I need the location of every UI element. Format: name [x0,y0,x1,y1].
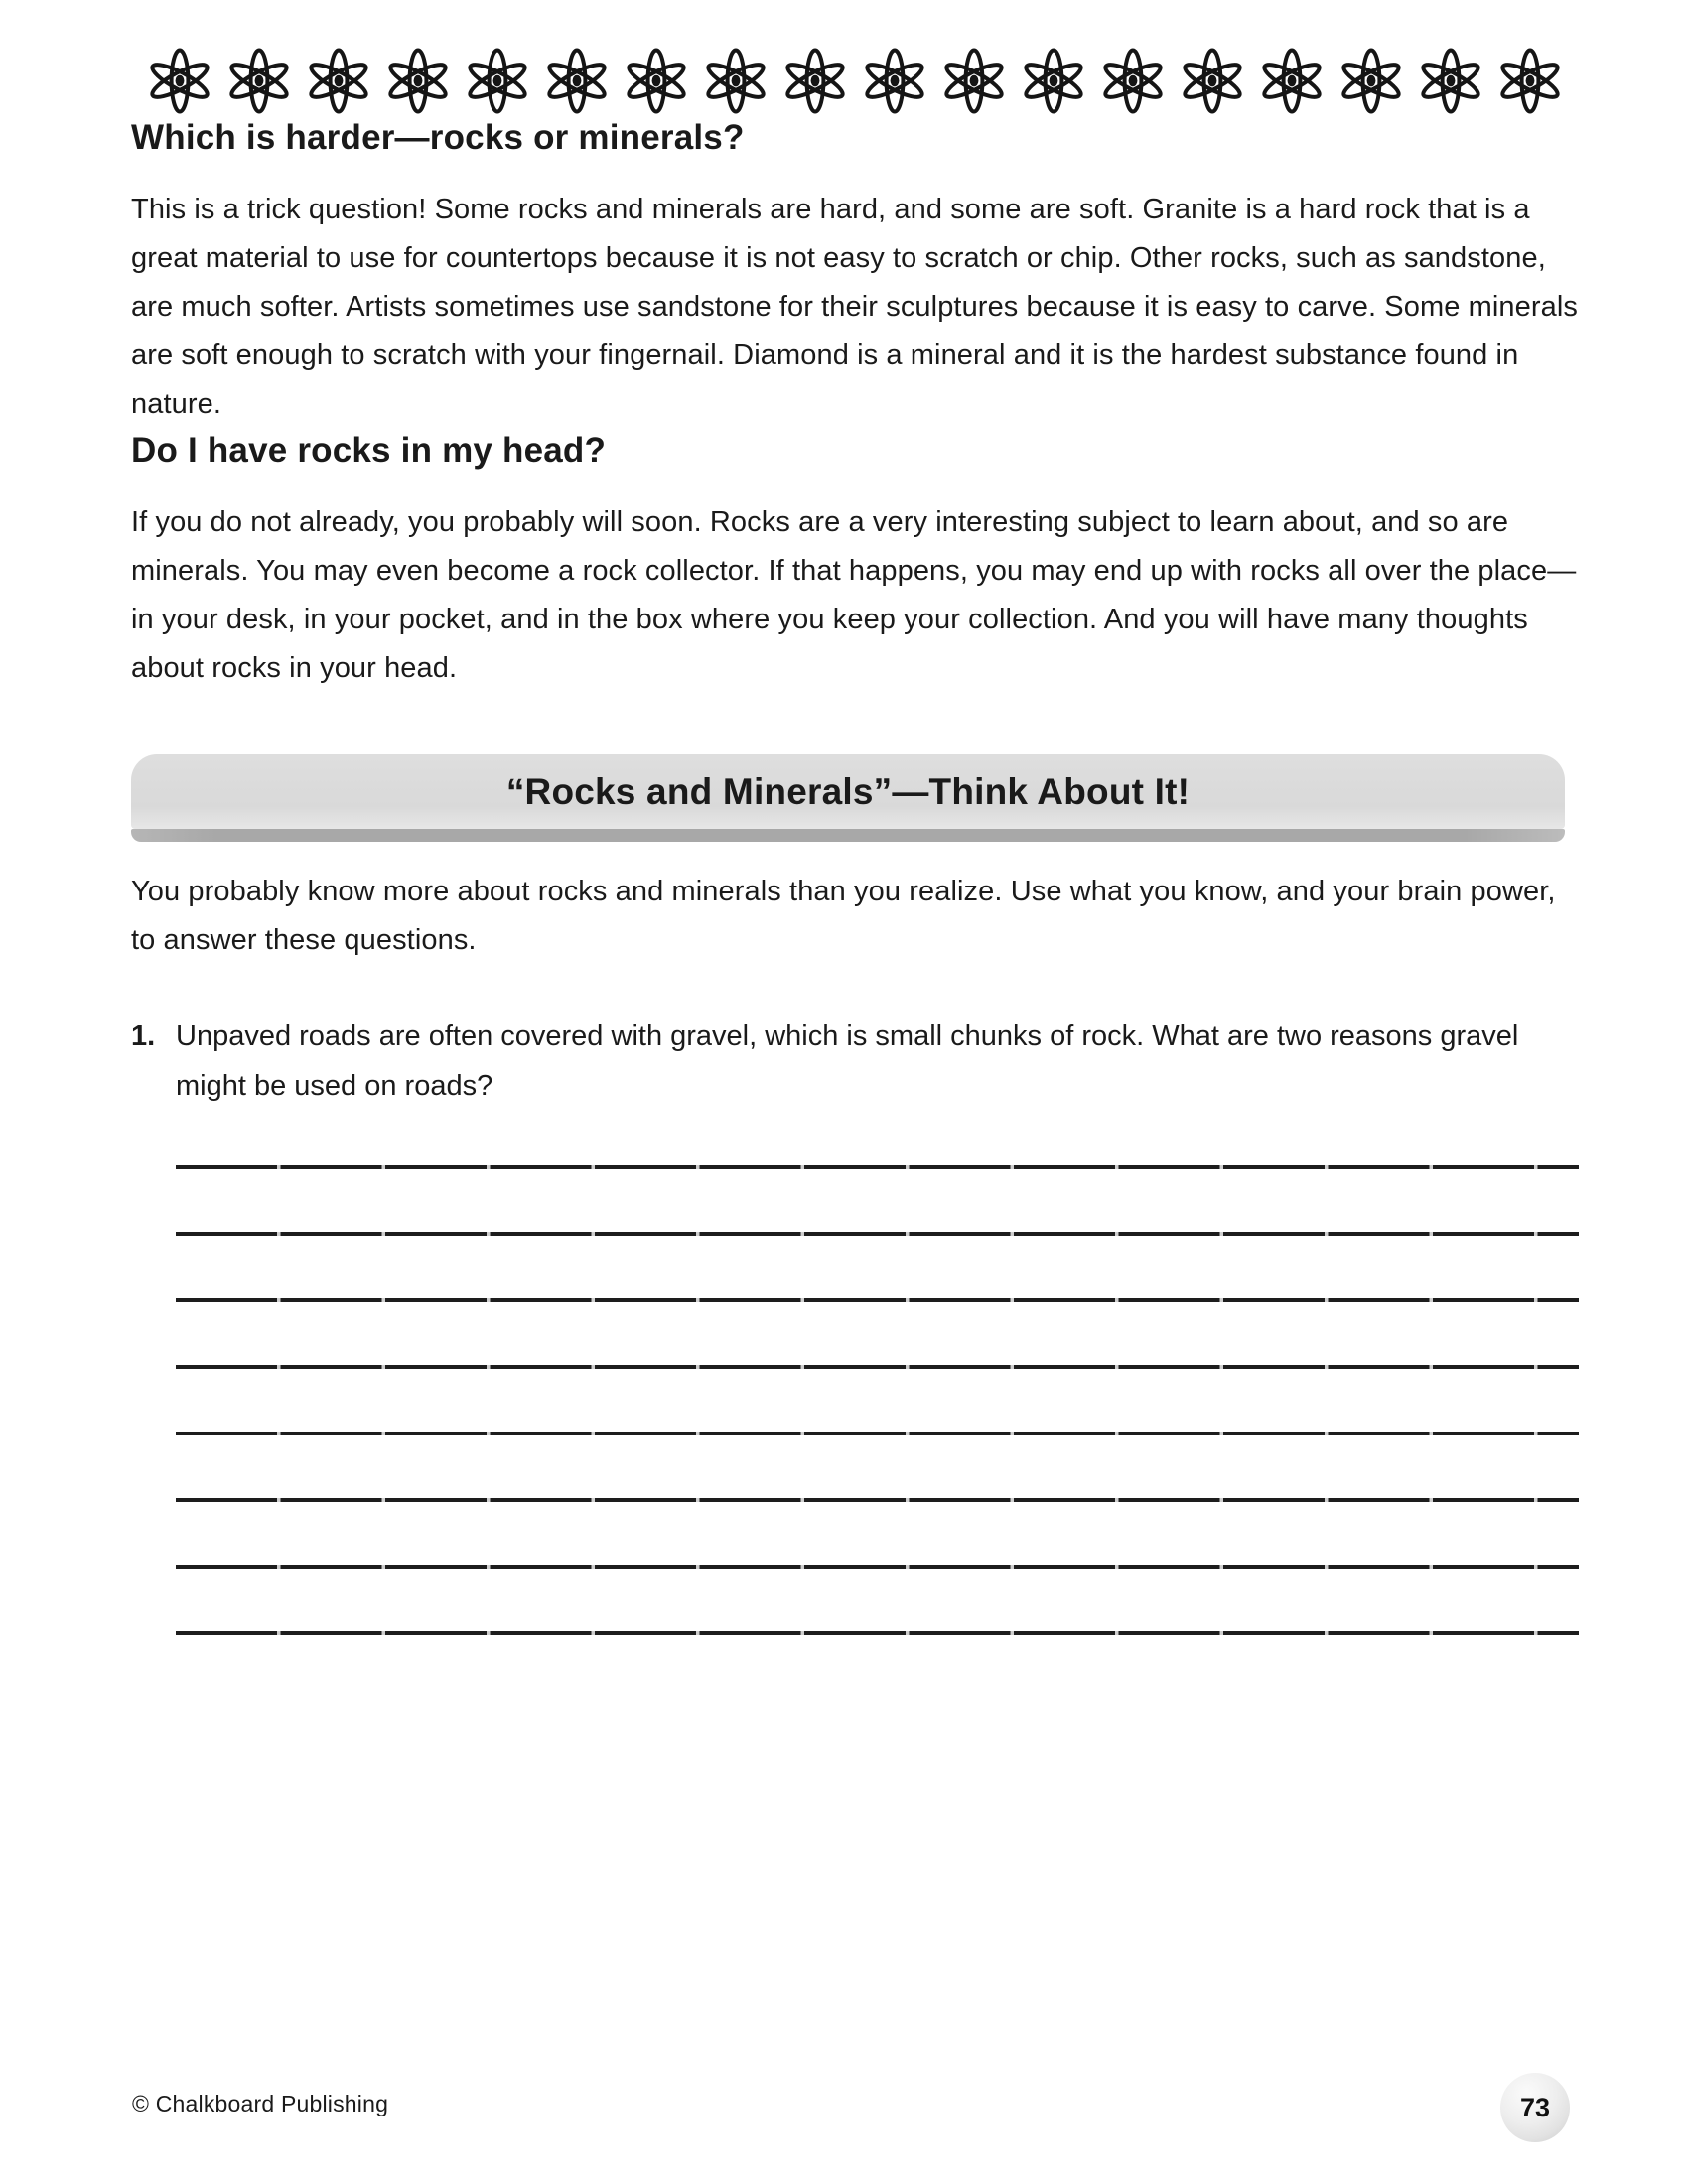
answer-blank-line [176,1565,1579,1569]
banner-shadow-bar [131,829,1565,842]
section-body-hardness: This is a trick question! Some rocks and minerals are hard, and some are soft. Granite is a hard rock that is a great material to use for countertops because it is not easy to scratch or chip. Other rocks, such as sandstone, are much softer. Artists sometimes use sandstone for their sculptures because it is easy to carve. Some minerals are soft enough to scratch with your fingernail. Diamond is a mineral and it is the hardest substance found in nature. [131,194,1578,420]
atom-icon [1420,46,1481,116]
activity-intro: You probably know more about rocks and minerals than you realize. Use what you know, and your brain power, to answer these questions. [131,876,1556,956]
atom-icon [1023,46,1084,116]
atom-icon [1102,46,1164,116]
atom-icon [546,46,608,116]
atom-icon [1182,46,1243,116]
atom-icon [1499,46,1561,116]
answer-lines [131,1165,1579,1635]
atom-icon [784,46,846,116]
atom-icon [626,46,687,116]
answer-blank-line [176,1165,1579,1169]
atom-icon [228,46,290,116]
atom-icon [864,46,925,116]
answer-blank-line [176,1498,1579,1502]
atom-icon [308,46,369,116]
atom-icon [943,46,1005,116]
answer-blank-line [176,1365,1579,1369]
answer-blank-line [176,1298,1579,1302]
answer-blank-line [176,1432,1579,1435]
question-number: 1. [131,1021,156,1052]
copyright-text: © Chalkboard Publishing [132,2091,389,2116]
section-heading-hardness: Which is harder—rocks or minerals? [131,118,745,157]
atom-icon [705,46,767,116]
question-text: Unpaved roads are often covered with gravel, which is small chunks of rock. What are two reasons gravel might be used on roads? [176,1021,1519,1102]
atom-icon-row [149,46,1579,116]
section-body-rocks-in-head: If you do not already, you probably will soon. Rocks are a very interesting subject to learn about, and so are minerals. You may even become a rock collector. If that happens, you may end up with rocks all over the place—in your desk, in your pocket, and in the box where you keep your collection. And you will have many thoughts about rocks in your head. [131,506,1577,684]
atom-icon [1261,46,1323,116]
atom-icon [387,46,449,116]
banner-title: “Rocks and Minerals”—Think About It! [505,770,1191,812]
answer-blank-line [176,1232,1579,1236]
atom-icon [1340,46,1402,116]
section-heading-rocks-in-head: Do I have rocks in my head? [131,431,607,470]
answer-blank-line [176,1631,1579,1635]
atom-icon [149,46,211,116]
page-number: 73 [1519,2092,1551,2122]
atom-icon [467,46,528,116]
think-about-it-banner [131,754,1565,842]
question-1 [131,1012,1579,1111]
banner-bar [131,754,1565,829]
page-number-badge [1500,2073,1570,2142]
